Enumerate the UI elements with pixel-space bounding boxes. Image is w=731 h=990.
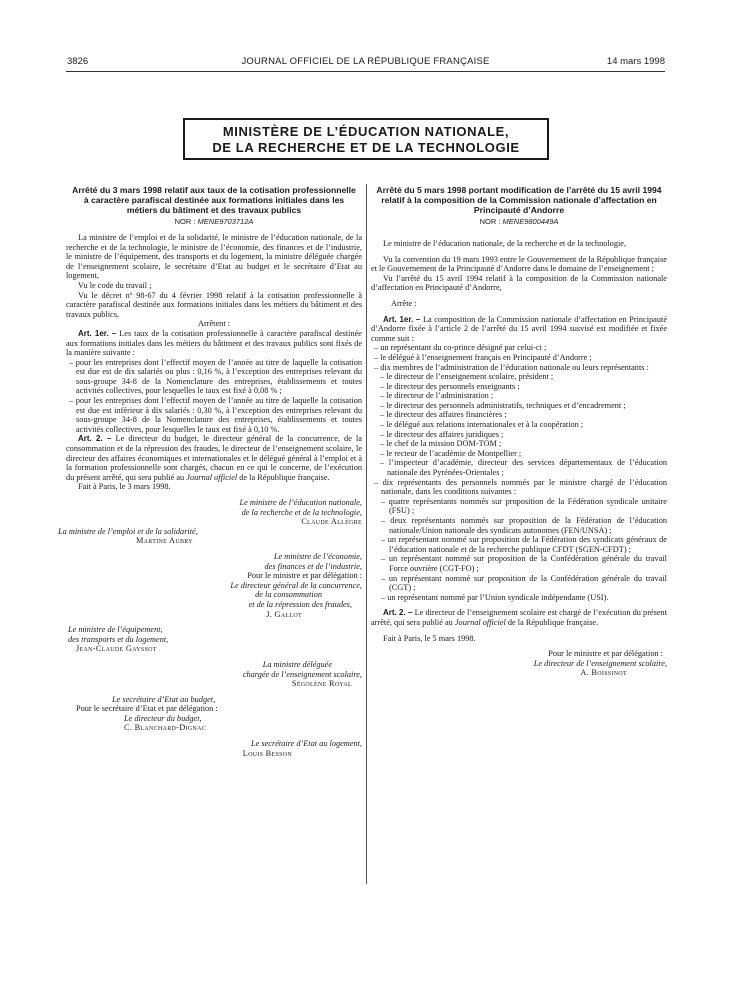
signing-place-date: Fait à Paris, le 3 mars 1998. — [78, 482, 171, 492]
signatory-title: des transports et du logement, — [68, 634, 169, 644]
signatory-title: Le ministre de l’économie, — [273, 551, 362, 561]
ministry-heading-line2: DE LA RECHERCHE ET DE LA TECHNOLOGIE — [212, 140, 520, 155]
sub-list-item: – un représentant nommé sur proposition de la Confédération générale du travail Force ouvrière (CGT-FO) ; — [381, 554, 667, 573]
article-text: Les taux de la cotisation professionnelle à caractère parafiscal destinée aux formations initiales dans les métiers du bâtiment et des travaux publics sont fixés de la manière suivante : — [66, 328, 362, 358]
sub-list-item: – le directeur de l’administration ; — [380, 391, 494, 401]
page-header — [0, 56, 731, 70]
sub-list-item: – quatre représentants nommés sur proposition de la Fédération syndicale unitaire (FSU) ; — [381, 496, 667, 516]
sub-list-item: – deux représentants nommés sur proposition de la Fédération de l’éducation nationale/Union nationale des syndicats autonomes (FEN/UNSA) ; — [381, 516, 667, 535]
sub-list-item: – le chef de la mission DOM-TOM ; — [380, 439, 502, 449]
delegation-line: Pour le secrétaire d’Etat et par délégation : — [76, 704, 218, 714]
signatory-name-line — [66, 610, 362, 620]
article-text-end: de la République française. — [239, 472, 330, 482]
sub-list-item: – l’inspecteur d’académie, directeur des services départementaux de l’éducation nationale des Pyrénées-Orientales ; — [380, 458, 667, 478]
signatory-title: de la consommation — [255, 590, 322, 600]
left-column — [58, 185, 362, 758]
visa-paragraph: Vu la convention du 19 mars 1993 entre le Gouvernement de la République française et le Gouvernement de la Principauté d’Andorre dans le domaine de l’enseignement ; — [371, 254, 667, 274]
nor-code: MENE9703712A — [197, 217, 254, 227]
signatory-title: Le ministre de l’éducation nationale, — [239, 498, 362, 508]
signatory-title: Le directeur général de la concurrence, — [230, 580, 362, 590]
arretent-heading: Arrêtent : — [197, 319, 231, 329]
signatory-title: Le secrétaire d’Etat au budget, — [112, 694, 216, 704]
journal-reference: Journal officiel — [186, 472, 238, 482]
signatory-title: La ministre de l’emploi et de la solidarité, — [58, 526, 198, 536]
sub-list-item: – le directeur des personnels administratifs, techniques et d’encadrement ; — [380, 400, 626, 410]
decree-title: Arrêté du 5 mars 1998 portant modification de l’arrêté du 15 avril 1994 relatif à la composition de la Commission nationale d’affectation en Principauté d’Andorre — [376, 185, 662, 215]
list-item: – dix membres de l’administration de l’éducation nationale ou leurs représentants : — [374, 362, 649, 372]
article-1 — [66, 329, 362, 358]
signatory-name: J. Gallot — [266, 609, 302, 619]
signatory-name: Martine Aubry — [136, 536, 193, 546]
list-item: – dix représentants des personnels nommés par le ministre chargé de l’éducation nationale, dans les conditions suivantes : — [374, 477, 667, 497]
signatory-title: chargée de l’enseignement scolaire, — [242, 669, 362, 679]
article-label: Art. 2. – — [383, 608, 413, 618]
article-text: La composition de la Commission nationale d’affectation en Principauté d’Andorre fixée à l’article 2 de l’arrêté du 15 avril 1994 susvisé est modifiée et fixée comme suit : — [371, 314, 668, 343]
article-2 — [66, 434, 362, 482]
signatory-name-line — [66, 723, 362, 733]
right-column — [371, 186, 667, 678]
signatory-title: Le ministre de l’équipement, — [68, 625, 163, 635]
signatory-name-line — [66, 536, 362, 546]
signatory-name: C. Blanchard-Dignac — [124, 723, 207, 733]
signatory-title: Le directeur du budget, — [124, 713, 202, 723]
ministry-heading-line1: MINISTÈRE DE L’ÉDUCATION NATIONALE, — [222, 124, 510, 139]
visa-paragraph: La ministre de l’emploi et de la solidarité, le ministre de l’éducation nationale, de la recherche et de la technologie, le ministre de l’économie, des finances et de l’industrie, le ministre de l’équipement, des transports et du logement, la ministre déléguée chargée de l’enseignement scolaire, le secrétaire d’Etat au budget et le secrétaire d’Etat au logement, — [66, 232, 362, 281]
sub-list-item: – un représentant nommé par l’Union syndicale indépendante (USI). — [381, 592, 609, 602]
signatory-title: et de la répression des fraudes, — [248, 599, 352, 609]
signatory-name: Claude Allègre — [301, 517, 362, 527]
sub-list-item: – un représentant nommé sur proposition de la Confédération générale du travail (CGT) ; — [381, 573, 667, 593]
signatory-name-line — [76, 644, 362, 654]
sub-list-item: – le délégué aux relations internationales et à la coopération ; — [380, 420, 584, 430]
nor-label: NOR : — [479, 217, 501, 227]
nor-code: MENE9800449A — [502, 217, 559, 227]
journal-reference: Journal officiel — [454, 617, 506, 627]
sub-list-item: – le recteur de l’académie de Montpellier ; — [380, 448, 522, 458]
signatory-title: La ministre déléguée — [262, 659, 332, 669]
nor-label: NOR : — [174, 217, 196, 227]
header-rule — [66, 71, 665, 72]
delegation-line: Pour le ministre et par délégation : — [548, 649, 663, 659]
signatory-name: A. Boissinot — [580, 668, 627, 678]
journal-title: JOURNAL OFFICIEL DE LA RÉPUBLIQUE FRANÇAISE — [241, 56, 490, 67]
visa-paragraph: Le ministre de l’éducation nationale, de la recherche et de la technologie, — [383, 238, 627, 248]
signatory-name: Louis Besson — [242, 748, 292, 758]
signatory-title: des finances et de l’industrie, — [264, 561, 362, 571]
page-number: 3826 — [67, 56, 89, 67]
nor-reference — [66, 217, 362, 227]
sub-list-item: – le directeur des affaires juridiques ; — [380, 429, 504, 439]
signatory-title: Le secrétaire d’Etat au logement, — [251, 739, 362, 749]
article-2 — [371, 608, 667, 627]
delegation-line: Pour le ministre et par délégation : — [247, 571, 362, 581]
list-item: – le délégué à l’enseignement français en Principauté d’Andorre ; — [374, 352, 592, 362]
sub-list-item: – le directeur des personnels enseignants ; — [380, 381, 520, 391]
list-item: – pour les entreprises dont l’effectif moyen de l’année au titre de laquelle la cotisation est due est inférieur à dix salariés : 0,30 %, à l’exception des entreprises relevant du sous-groupe 34-8 de la Nomenclature des entreprises, établissements et toutes activités collectives, pour lesquelles le taux est fixé à 0,10 %. — [69, 396, 362, 434]
signatory-name-line — [371, 668, 667, 678]
nor-reference — [371, 217, 667, 227]
arrete-heading: Arrête : — [391, 298, 417, 308]
column-divider — [366, 184, 367, 884]
sub-list-item: – le directeur des affaires financières ; — [380, 410, 507, 420]
article-label: Art. 2. – — [78, 434, 112, 444]
sub-list-item: – un représentant nommé sur proposition de la Fédération des syndicats généraux de l’éducation nationale et de la recherche publique CFDT (SGEN-CFDT) ; — [381, 535, 667, 554]
signatory-name-line — [66, 749, 362, 759]
signatory-name-line — [66, 517, 362, 527]
issue-date: 14 mars 1998 — [606, 56, 665, 67]
sub-list-item: – le directeur de l’enseignement scolaire, président ; — [380, 372, 554, 382]
visa-paragraph: Vu le code du travail ; — [78, 280, 152, 290]
signatory-name: Jean-Claude Gayssot — [76, 644, 157, 654]
signatory-name-line — [66, 679, 362, 689]
decree-title: Arrêté du 3 mars 1998 relatif aux taux de la cotisation professionnelle à caractère parafiscal destinée aux formations initiales dans les métiers du bâtiment et des travaux publics — [72, 185, 356, 215]
article-text-end: de la République française. — [507, 617, 599, 627]
visa-paragraph: Vu le décret nº 98-67 du 4 février 1998 relatif à la cotisation professionnelle à caractère parafiscal destinée aux formations initiales dans les métiers du bâtiment et des travaux publics, — [66, 290, 362, 319]
article-text: Le directeur du budget, le directeur général de la concurrence, de la consommation et de la répression des fraudes, le directeur de l’enseignement scolaire, le directeur des affaires économiques et internationales et le délégué général à l’emploi et à la formation professionnelle sont chargés, chacun en ce qui le concerne, de l’exécution du présent arrêté, qui sera publié au — [66, 434, 362, 482]
signatory-name: Ségolène Royal — [291, 679, 352, 689]
article-1 — [371, 315, 667, 344]
article-label: Art. 1er. – — [383, 314, 421, 324]
signatory-title: Le directeur de l’enseignement scolaire, — [533, 658, 667, 668]
ministry-heading-box — [183, 118, 549, 160]
visa-paragraph: Vu l’arrêté du 15 avril 1994 relatif à la composition de la Commission nationale d’affectation en Principauté d’Andorre, — [371, 273, 667, 293]
article-label: Art. 1er. – — [78, 328, 117, 338]
signing-place-date: Fait à Paris, le 5 mars 1998. — [383, 633, 476, 643]
signatory-title: de la recherche et de la technologie, — [241, 507, 362, 517]
list-item: – pour les entreprises dont l’effectif moyen de l’année au titre de laquelle la cotisation est due est de dix salariés ou plus : 0,16 %, à l’exception des entreprises relevant du sous-groupe 34-8 de la Nomenclature des entreprises, établissements et toutes activités collectives, pour lesquelles le taux est fixé à 0,08 % ; — [69, 357, 362, 396]
list-item: – un représentant du co-prince désigné par celui-ci ; — [374, 343, 547, 353]
article-text: Le directeur de l’enseignement scolaire est chargé de l’exécution du présent arrêté, qui sera publié au — [371, 608, 668, 627]
